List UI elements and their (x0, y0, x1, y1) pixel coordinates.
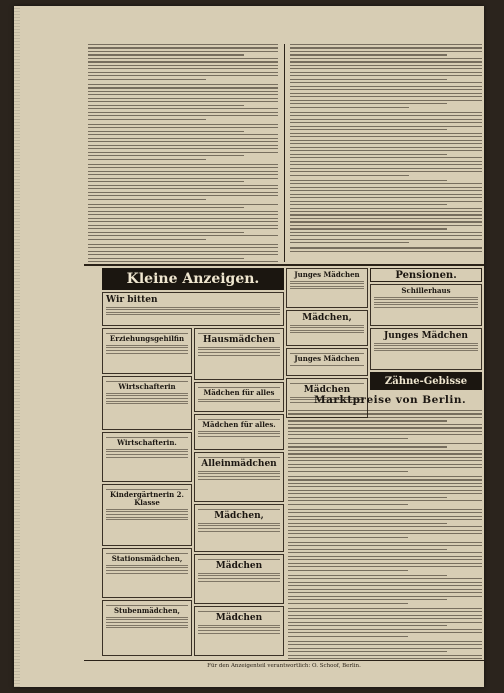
text-line (288, 608, 482, 609)
text-line (288, 457, 482, 458)
ad-heading: Mädchen, (302, 313, 352, 323)
footer-imprint: Für den Anzeigenteil verantwortlich: O. Schoof, Berlin. (207, 663, 361, 669)
text-line (88, 199, 206, 200)
text-line (88, 155, 244, 156)
ad-wirtschafterin-2 (102, 432, 192, 482)
text-line (88, 115, 278, 116)
text-line (288, 632, 482, 633)
text-line (290, 197, 482, 198)
text-line (88, 159, 206, 160)
text-line (288, 504, 408, 505)
text-line (288, 479, 482, 480)
pensionen-title: Pensionen. (395, 269, 457, 281)
ad-maedchen-3 (194, 504, 284, 552)
text-line (88, 258, 244, 259)
text-line (290, 107, 409, 108)
text-line (288, 644, 482, 645)
text-line (288, 582, 482, 583)
text-line (290, 154, 447, 155)
text-line (88, 178, 278, 179)
text-line (88, 221, 278, 222)
text-line (290, 136, 482, 137)
market-prices-title: Marktpreise von Berlin. (314, 394, 467, 406)
kleine-anzeigen-title: Kleine Anzeigen. (126, 271, 260, 287)
ad-wir-bitten (102, 292, 284, 326)
text-line (288, 549, 447, 550)
text-line (88, 75, 278, 76)
text-line (88, 65, 278, 66)
text-line (290, 161, 482, 162)
text-line (288, 420, 447, 421)
text-line (88, 98, 278, 99)
text-line (288, 424, 482, 425)
text-line (290, 51, 482, 52)
ad-heading: Stationsmädchen, (111, 554, 183, 564)
text-line (288, 575, 447, 576)
text-line (288, 651, 447, 652)
ad-kindergaertnerin (102, 484, 192, 546)
text-line (288, 476, 482, 477)
ad-stationsmaedchen (102, 548, 192, 598)
text-line (290, 103, 447, 104)
text-line (288, 471, 408, 472)
text-line (288, 533, 482, 534)
column-right-upper (290, 44, 482, 254)
text-line (88, 164, 278, 165)
text-line (88, 152, 278, 153)
ad-heading: Mädchen für alles (203, 388, 275, 398)
ad-heading: Mädchen für alles. (202, 420, 276, 430)
text-line (290, 86, 482, 87)
text-line (288, 559, 482, 560)
text-line (290, 180, 447, 181)
text-line (88, 84, 278, 85)
text-line (290, 89, 482, 90)
text-line (288, 460, 482, 461)
text-line (290, 44, 482, 45)
text-line (290, 93, 482, 94)
text-line (288, 483, 482, 484)
ad-heading: Wir bitten (106, 295, 158, 305)
text-line (88, 181, 244, 182)
text-line (288, 552, 482, 553)
text-line (288, 464, 482, 465)
text-line (88, 211, 278, 212)
text-line (288, 578, 482, 579)
text-line (288, 410, 482, 411)
text-line (88, 251, 278, 252)
text-line (88, 145, 278, 146)
text-line (290, 143, 482, 144)
text-line (88, 51, 278, 52)
text-line (288, 446, 447, 447)
section-rule (84, 264, 484, 266)
text-line (290, 251, 482, 252)
text-line (288, 526, 482, 527)
ad-junges-maedchen-1 (286, 268, 368, 308)
ad-heading: Junges Mädchen (294, 354, 360, 364)
text-line (290, 204, 447, 205)
ad-heading: Mädchen (215, 561, 263, 572)
text-line (290, 100, 482, 101)
text-line (290, 119, 482, 120)
text-line (288, 592, 482, 593)
text-line (88, 112, 278, 113)
text-line (88, 134, 278, 135)
text-line (290, 47, 482, 48)
text-line (88, 124, 278, 125)
text-line (88, 79, 206, 80)
text-line (288, 655, 482, 656)
text-line (88, 87, 278, 88)
text-line (288, 566, 482, 567)
market-prices-text (288, 410, 482, 660)
ad-stubenmaedchen (102, 600, 192, 656)
page-edge-shadow (14, 6, 20, 687)
text-line (88, 68, 278, 69)
text-line (290, 208, 482, 209)
text-line (288, 490, 482, 491)
text-line (288, 450, 482, 451)
text-line (88, 247, 278, 248)
text-line (290, 79, 447, 80)
text-line (88, 148, 278, 149)
text-line (288, 596, 482, 597)
text-line (88, 225, 278, 226)
text-line (290, 147, 482, 148)
text-line (288, 622, 482, 623)
text-line (88, 174, 278, 175)
text-line (288, 413, 482, 414)
text-line (88, 94, 278, 95)
text-line (290, 65, 482, 66)
text-line (290, 187, 482, 188)
ad-heading: Mädchen, (214, 511, 264, 522)
ad-hausmaedchen (194, 328, 284, 380)
text-line (288, 530, 482, 531)
footer-rule (84, 660, 484, 661)
text-line (288, 509, 482, 510)
text-line (88, 239, 206, 240)
ad-heading: Erziehungsgehilfin (109, 334, 185, 344)
text-line (88, 127, 278, 128)
ad-heading: Hausmädchen (203, 335, 275, 346)
ad-heading: Kindergärtnerin 2. Klasse (110, 490, 184, 508)
text-line (88, 141, 278, 142)
text-line (88, 44, 278, 45)
text-line (88, 185, 278, 186)
text-line (290, 82, 482, 83)
text-line (290, 211, 482, 212)
text-line (290, 239, 482, 240)
text-line (288, 467, 482, 468)
text-line (290, 201, 482, 202)
text-line (288, 438, 408, 439)
text-line (288, 434, 482, 435)
text-line (288, 615, 482, 616)
text-line (288, 545, 482, 546)
text-line (88, 218, 278, 219)
text-line (88, 91, 278, 92)
pension-heading: Junges Mädchen (384, 331, 468, 341)
ad-maedchen-fuer-alles-1 (194, 382, 284, 412)
text-line (88, 105, 244, 106)
ad-heading: Stubenmädchen, (114, 606, 180, 616)
text-line (88, 58, 278, 59)
text-line (290, 54, 447, 55)
text-line (290, 232, 482, 233)
ad-wirtschafterin-1 (102, 376, 192, 430)
zaehne-gebisse-title: Zähne-Gebisse (384, 375, 468, 387)
ad-heading: Wirtschafterin. (117, 438, 177, 448)
ad-heading: Mädchen (303, 385, 351, 396)
column-left-upper (88, 44, 278, 262)
text-line (88, 228, 278, 229)
text-line (288, 641, 482, 642)
text-line (88, 61, 278, 62)
ad-heading: Junges Mädchen (294, 270, 360, 279)
text-line (290, 129, 447, 130)
text-line (288, 556, 482, 557)
ad-junges-maedchen-2 (286, 348, 368, 376)
text-line (288, 493, 482, 494)
text-line (88, 204, 278, 205)
text-line (290, 214, 482, 215)
ad-heading: Wirtschafterin (118, 382, 176, 392)
text-line (290, 194, 482, 195)
text-line (290, 115, 482, 116)
text-line (288, 611, 482, 612)
text-line (88, 244, 278, 245)
text-line (288, 585, 482, 586)
text-line (288, 523, 447, 524)
ad-maedchen-fuer-alles-2 (194, 414, 284, 450)
text-line (288, 603, 408, 604)
text-line (88, 232, 244, 233)
column-divider (284, 44, 285, 262)
text-line (88, 261, 278, 262)
text-line (288, 427, 482, 428)
text-line (288, 589, 482, 590)
text-line (288, 453, 482, 454)
text-line (88, 214, 278, 215)
text-line (288, 599, 447, 600)
text-line (288, 516, 482, 517)
text-line (88, 47, 278, 48)
text-line (88, 131, 244, 132)
text-line (290, 96, 482, 97)
pensionen-banner (370, 268, 482, 282)
ad-maedchen-4 (194, 554, 284, 604)
text-line (288, 512, 482, 513)
text-line (88, 207, 244, 208)
text-line (288, 636, 408, 637)
text-line (88, 138, 278, 139)
text-line (290, 190, 482, 191)
text-line (288, 497, 447, 498)
text-line (288, 486, 482, 487)
text-line (290, 235, 482, 236)
text-line (290, 168, 482, 169)
ad-erziehungsgehilfin (102, 328, 192, 374)
text-line (88, 119, 206, 120)
text-line (88, 54, 244, 55)
text-line (288, 570, 408, 571)
text-line (290, 133, 482, 134)
text-line (288, 417, 482, 418)
text-line (290, 58, 482, 59)
text-line (88, 195, 278, 196)
text-line (290, 218, 482, 219)
pension-heading: Schillerhaus (401, 286, 451, 295)
text-line (88, 72, 278, 73)
ad-alleinmaedchen (194, 452, 284, 502)
text-line (290, 68, 482, 69)
text-line (290, 140, 482, 141)
text-line (290, 75, 482, 76)
text-line (290, 247, 482, 248)
text-line (288, 629, 482, 630)
text-line (290, 171, 482, 172)
text-line (290, 183, 482, 184)
zaehne-gebisse-banner (370, 372, 482, 390)
ad-maedchen-1 (286, 310, 368, 346)
newspaper-page (14, 6, 484, 687)
text-line (290, 175, 409, 176)
text-line (290, 112, 482, 113)
text-line (288, 537, 408, 538)
pension-schillerhaus (370, 284, 482, 326)
text-line (288, 618, 482, 619)
pension-junges-maedchen (370, 328, 482, 370)
ad-maedchen-5 (194, 606, 284, 656)
text-line (288, 500, 482, 501)
ad-heading: Alleinmädchen (201, 459, 277, 470)
text-line (88, 192, 278, 193)
text-line (290, 225, 482, 226)
text-line (88, 235, 278, 236)
text-line (288, 625, 447, 626)
text-line (288, 563, 482, 564)
text-line (290, 61, 482, 62)
text-line (288, 542, 482, 543)
text-line (290, 126, 482, 127)
text-line (290, 242, 409, 243)
kleine-anzeigen-banner (102, 268, 284, 290)
text-line (290, 228, 447, 229)
text-line (288, 519, 482, 520)
text-line (88, 167, 278, 168)
text-line (88, 254, 278, 255)
text-line (288, 431, 482, 432)
text-line (88, 188, 278, 189)
text-line (290, 72, 482, 73)
ad-heading: Mädchen (215, 613, 263, 624)
text-line (290, 221, 482, 222)
text-line (290, 157, 482, 158)
text-line (290, 122, 482, 123)
text-line (88, 171, 278, 172)
text-line (88, 101, 278, 102)
text-line (290, 150, 482, 151)
text-line (288, 443, 482, 444)
text-line (288, 648, 482, 649)
text-line (88, 108, 278, 109)
text-line (290, 164, 482, 165)
